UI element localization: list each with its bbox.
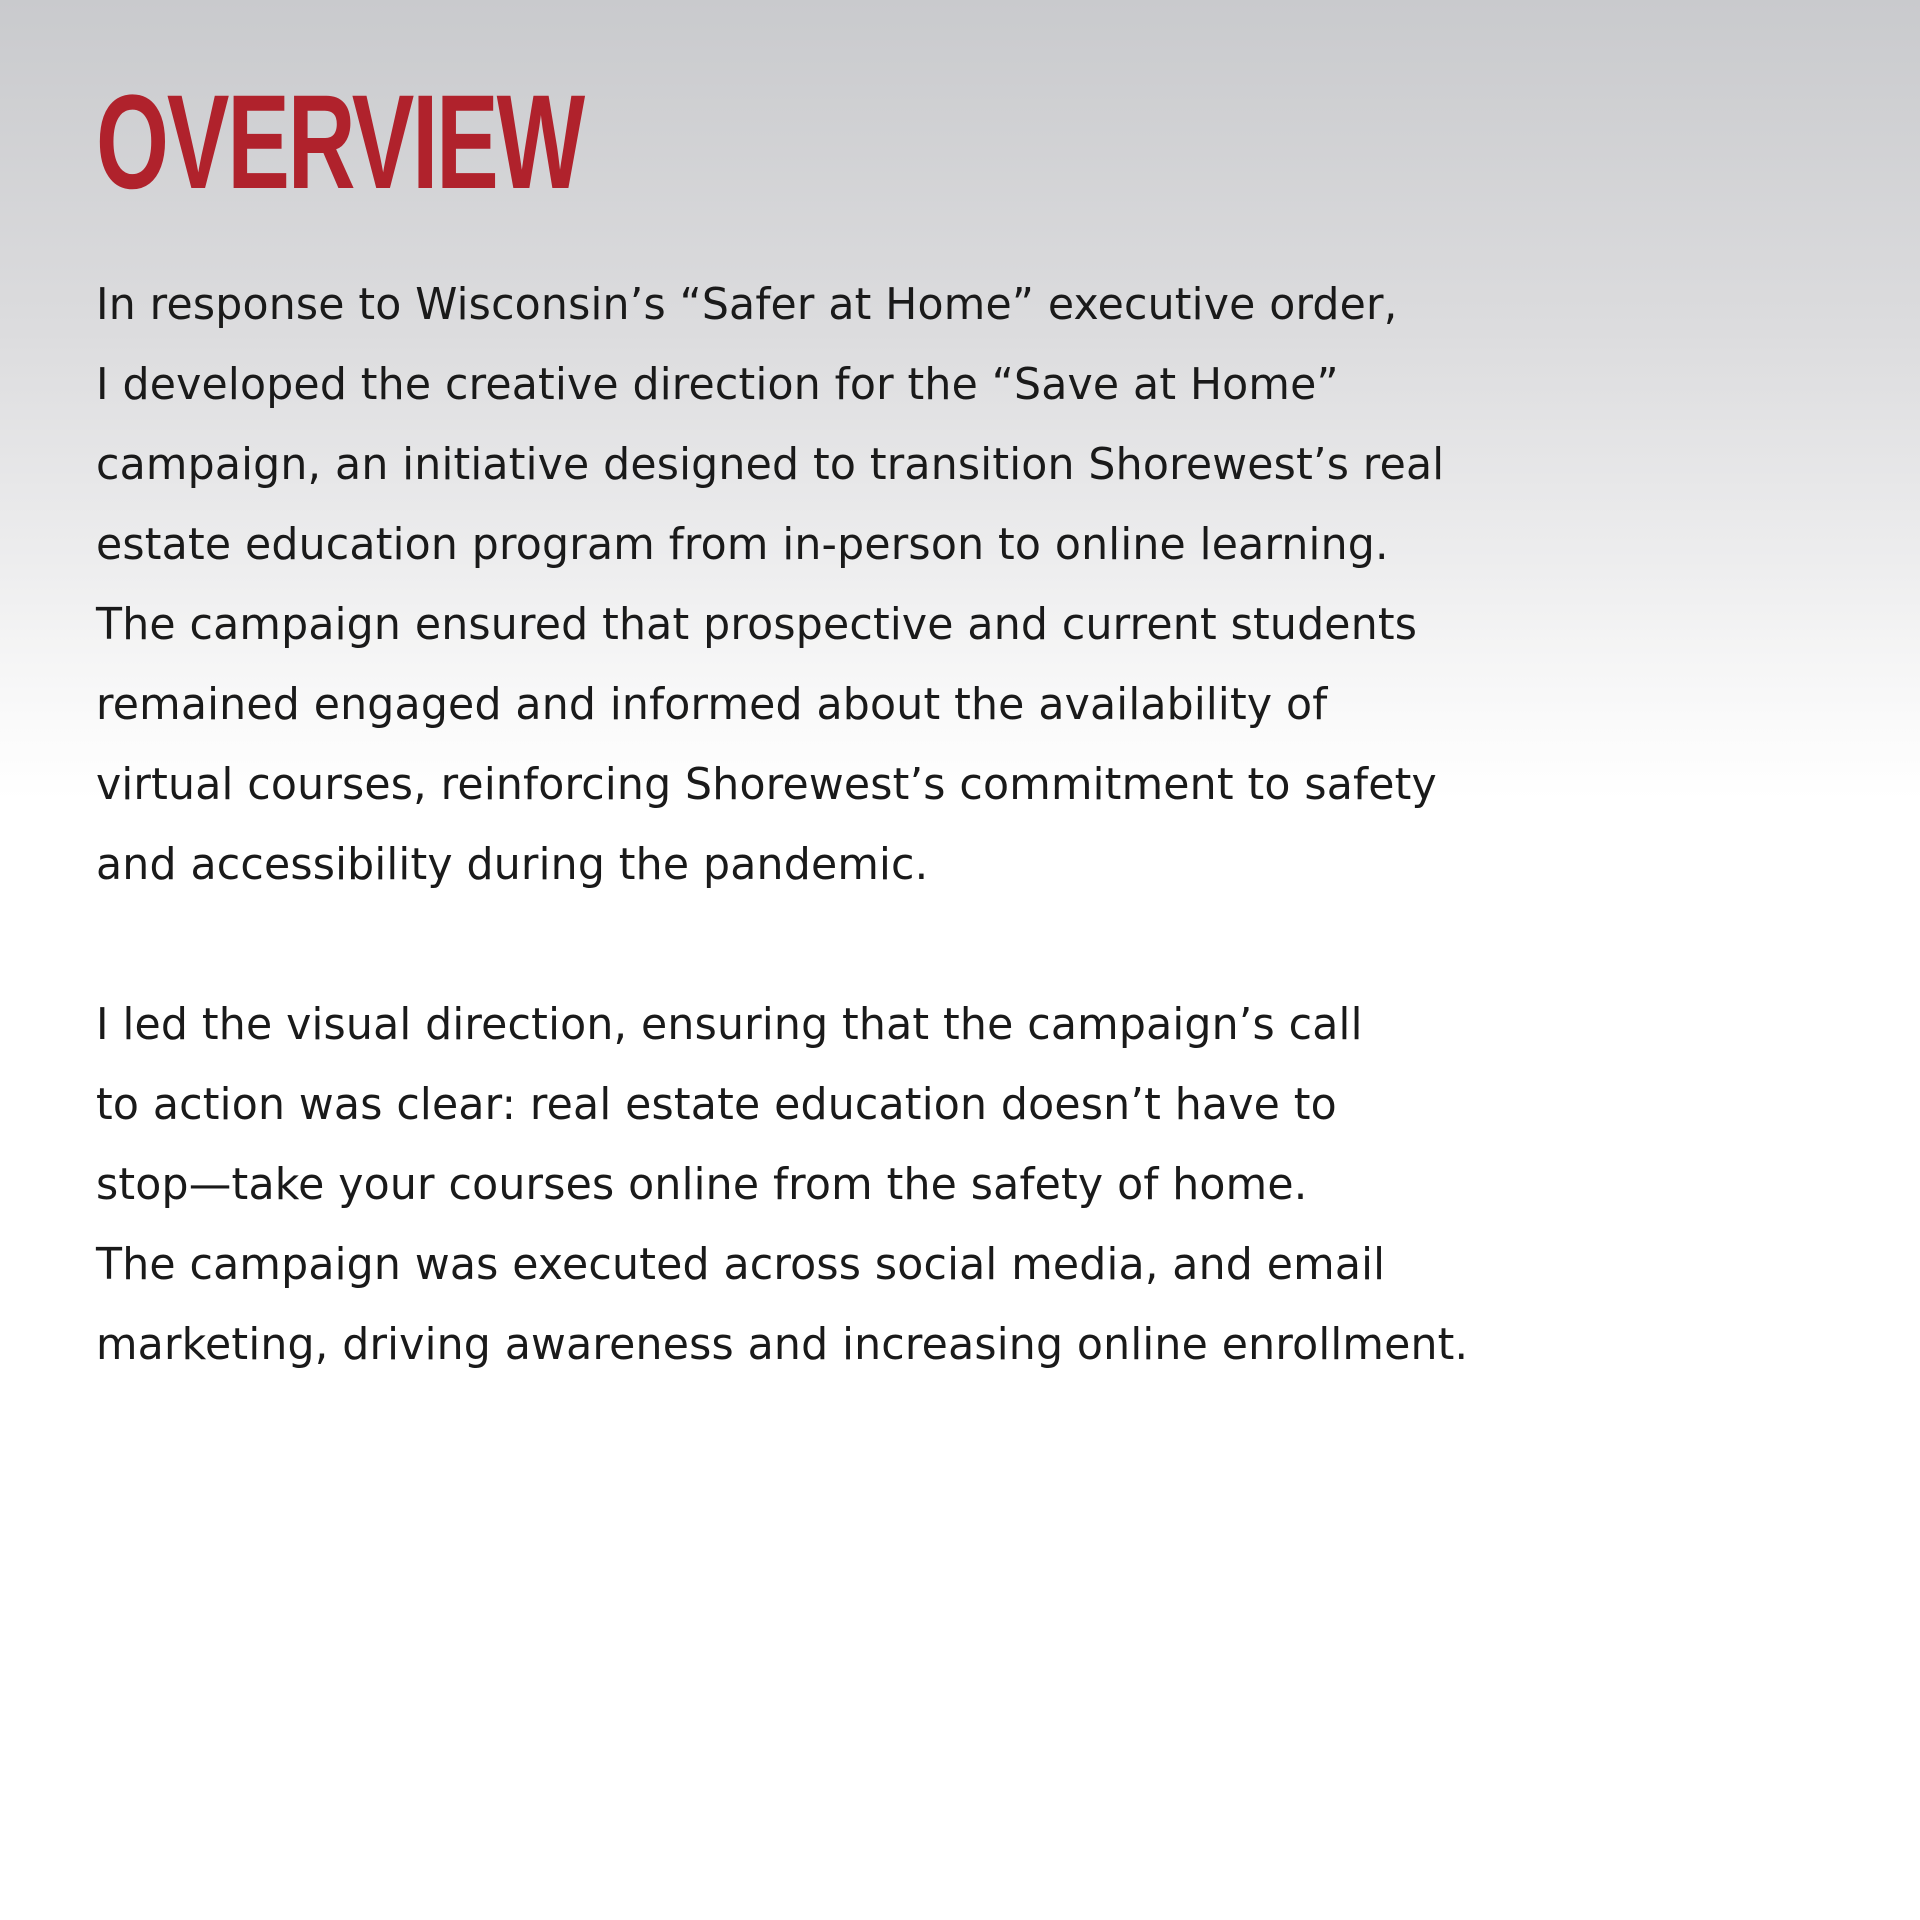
paragraph-line: stop—take your courses online from the safety of home. xyxy=(96,1159,1308,1210)
paragraph-line: to action was clear: real estate education doesn’t have to xyxy=(96,1079,1337,1130)
paragraph-line: and accessibility during the pandemic. xyxy=(96,839,929,890)
paragraph-line: The campaign was executed across social media, and email xyxy=(96,1239,1386,1290)
paragraph-line: virtual courses, reinforcing Shorewest’s commitment to safety xyxy=(96,759,1437,810)
paragraph-line: The campaign ensured that prospective and current students xyxy=(96,599,1418,650)
paragraph-line: marketing, driving awareness and increasing online enrollment. xyxy=(96,1319,1469,1370)
overview-paragraph-1 xyxy=(96,265,1489,905)
paragraph-line: estate education program from in-person to online learning. xyxy=(96,519,1389,570)
paragraph-line: I led the visual direction, ensuring that the campaign’s call xyxy=(96,999,1363,1050)
paragraph-line: I developed the creative direction for the “Save at Home” xyxy=(96,359,1339,410)
overview-paragraph-2 xyxy=(96,985,1514,1385)
paragraph-line: campaign, an initiative designed to transition Shorewest’s real xyxy=(96,439,1445,490)
paragraph-line: remained engaged and informed about the availability of xyxy=(96,679,1328,730)
page-title: OVERVIEW xyxy=(96,68,584,217)
paragraph-line: In response to Wisconsin’s “Safer at Home” executive order, xyxy=(96,279,1398,330)
